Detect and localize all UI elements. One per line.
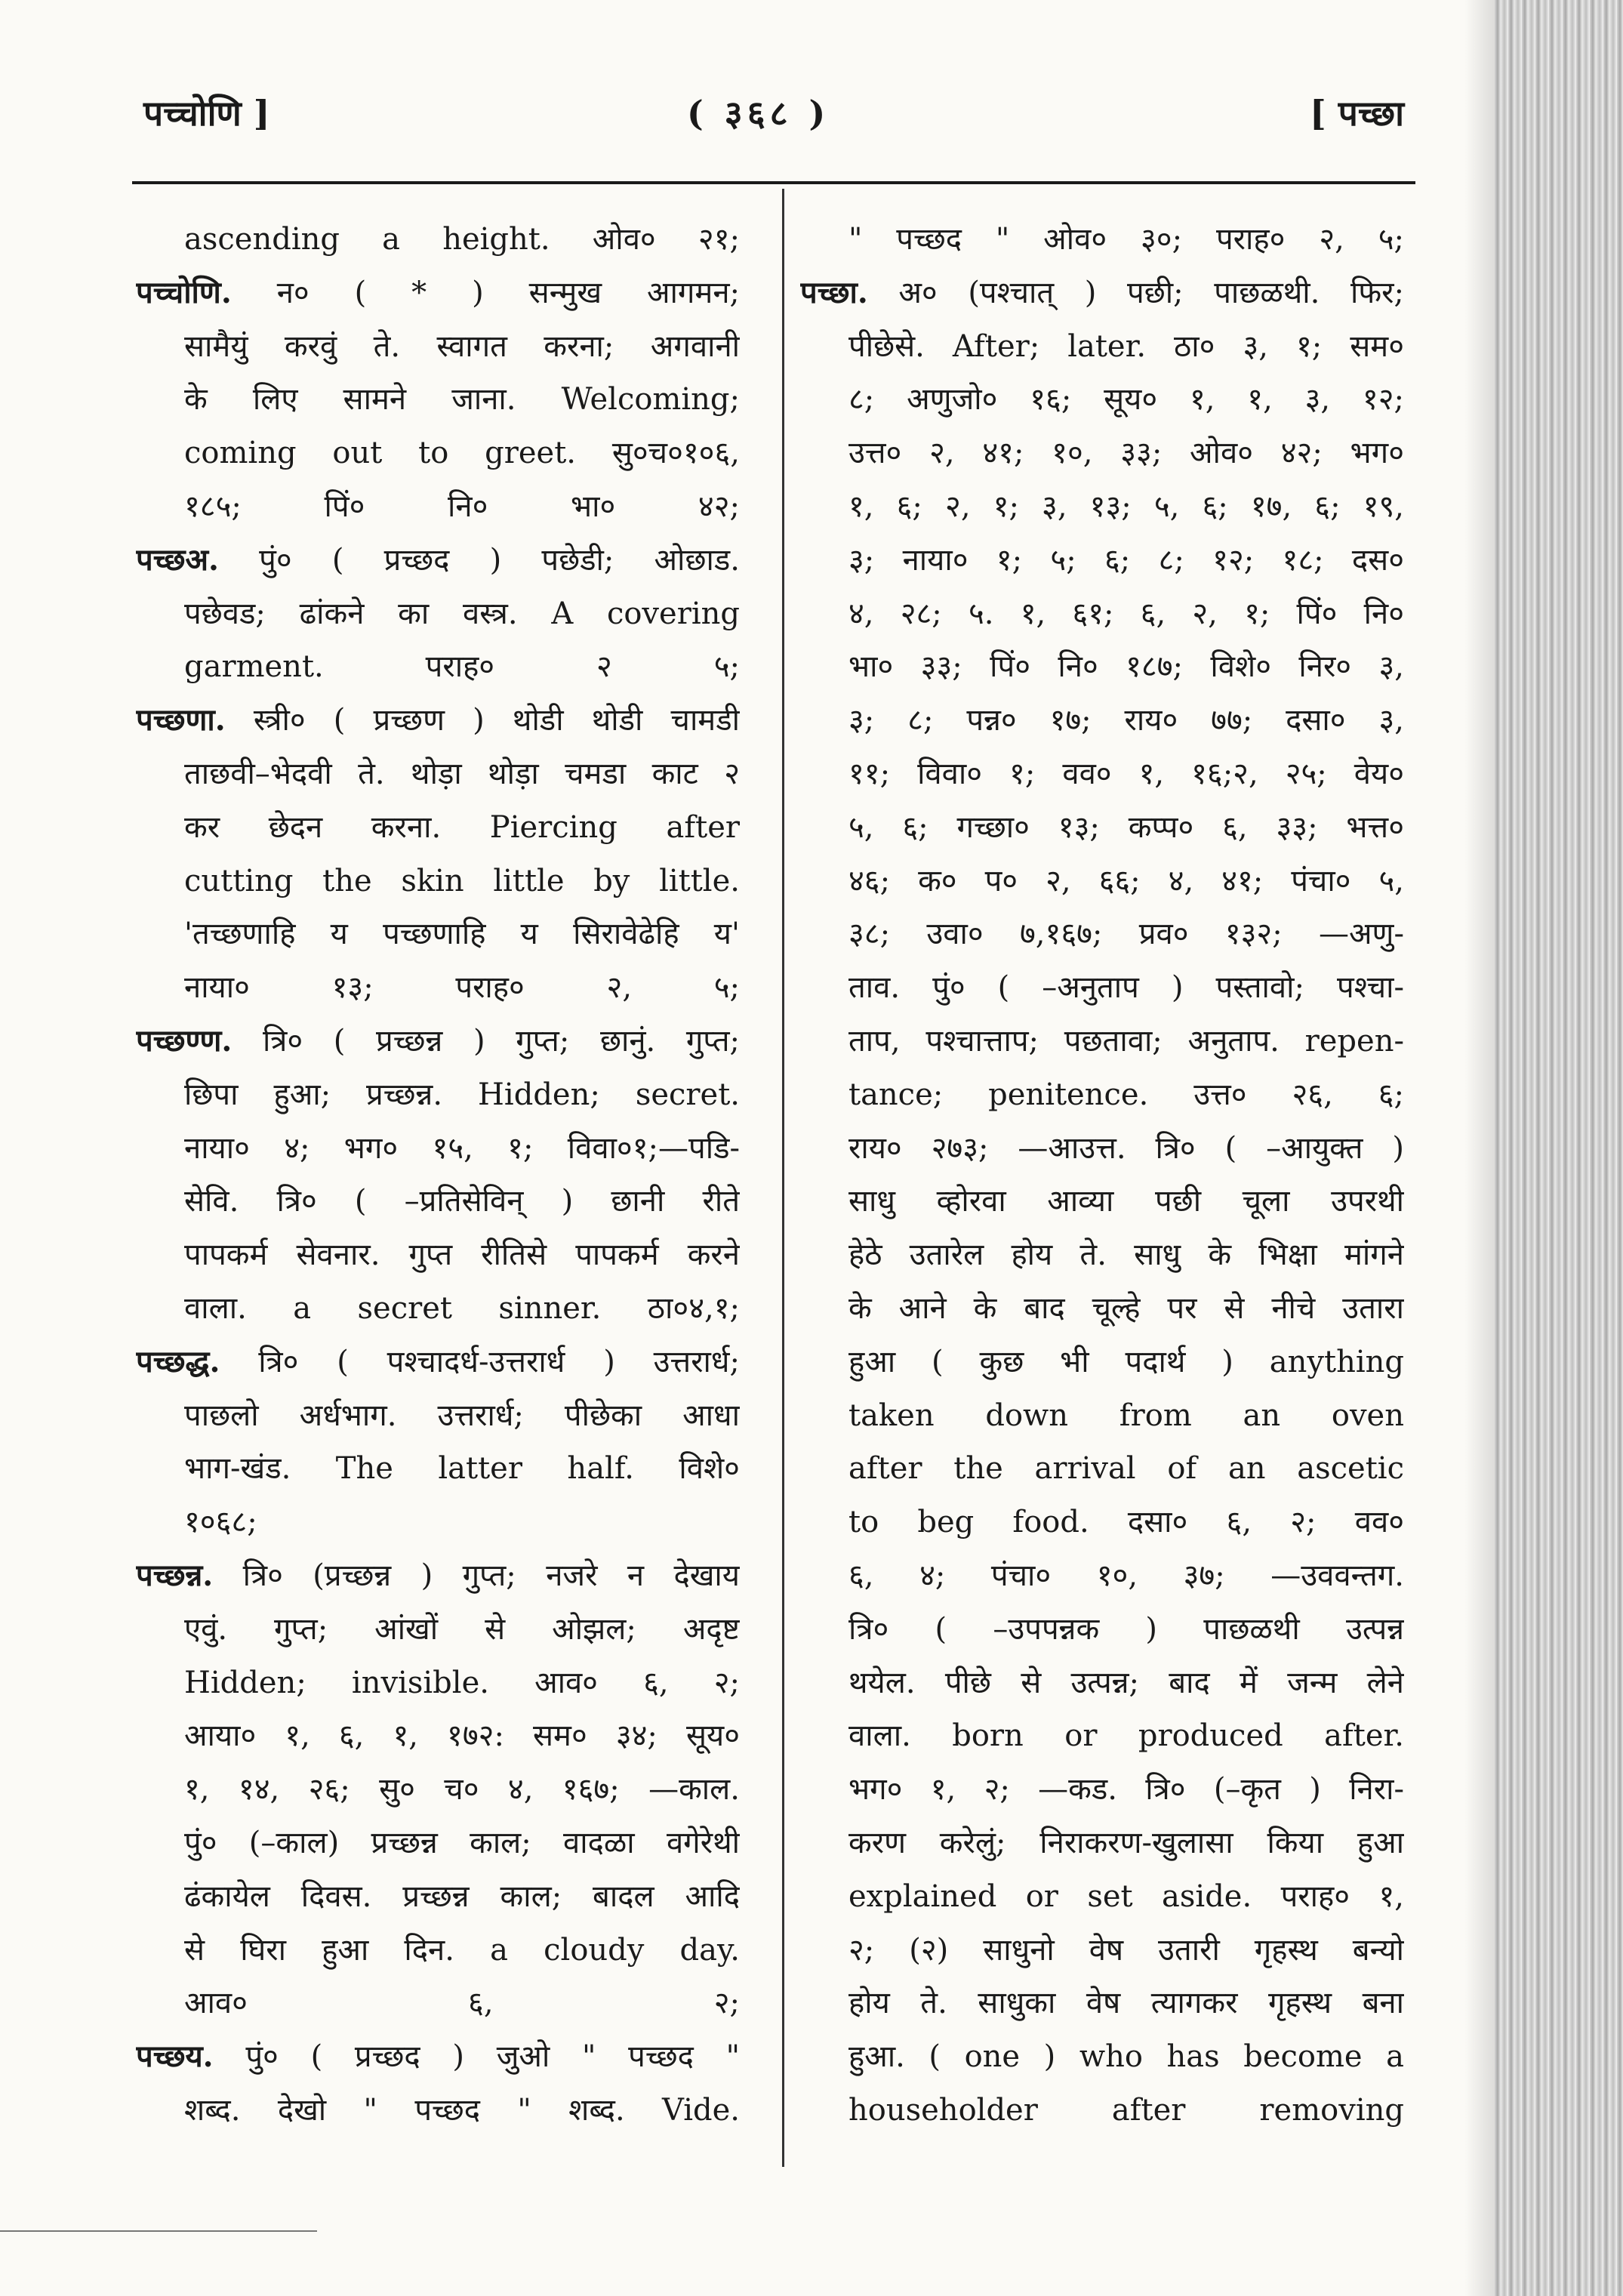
dictionary-line: ascending a height. ओव० २१;: [184, 222, 740, 257]
dictionary-line: हुआ ( कुछ भी पदार्थ ) anything: [848, 1344, 1404, 1379]
column-divider: [782, 189, 784, 2167]
dictionary-line: to beg food. दसा० ६, २; वव०: [848, 1505, 1404, 1540]
dictionary-line: पच्छणा. स्त्री० ( प्रच्छण ) थोडी थोडी चामडी: [136, 702, 740, 738]
dictionary-line: सेवि. त्रि० ( –प्रतिसेविन् ) छानी रीते: [184, 1184, 740, 1219]
dictionary-line: भा० ३३; पिं० नि० १८७; विशे० निर० ३,: [848, 649, 1404, 685]
headword: पच्छय.: [136, 2039, 214, 2075]
dictionary-line: 'तच्छणाहि य पच्छणाहि य सिरावेढेहि य': [184, 917, 740, 952]
dictionary-line: ६, ४; पंचा० १०, ३७; —उववन्तग.: [848, 1558, 1404, 1593]
dictionary-line: ३; नाया० १; ५; ६; ८; १२; १८; दस०: [848, 542, 1404, 578]
dictionary-line: पच्छय. पुं० ( प्रच्छद ) जुओ " पच्छद ": [136, 2039, 740, 2075]
dictionary-line: पच्छन्न. त्रि० (प्रच्छन्न ) गुप्त; नजरे न देखाय: [136, 1557, 740, 1593]
header-right-guideword: [ पच्छा: [1310, 93, 1404, 134]
dictionary-line: पच्छण्ण. त्रि० ( प्रच्छन्न ) गुप्त; छानुं. गुप्त;: [136, 1022, 740, 1059]
dictionary-line: ५, ६; गच्छा० १३; कप्प० ६, ३३; भत्त०: [848, 809, 1404, 845]
dictionary-line: explained or set aside. पराह० १,: [848, 1878, 1404, 1914]
headword: पच्चोणि.: [136, 274, 232, 310]
headword: पच्छअ.: [136, 541, 219, 578]
dictionary-line: garment. पराह० २ ५;: [184, 649, 740, 685]
dictionary-line: ढंकायेल दिवस. प्रच्छन्न काल; बादल आदि: [184, 1878, 740, 1914]
dictionary-line: ११; विवा० १; वव० १, १६;२, २५; वेय०: [848, 756, 1404, 791]
dictionary-line: tance; penitence. उत्त० २६, ६;: [848, 1077, 1404, 1112]
dictionary-line: पछेवड; ढांकने का वस्त्र. A covering: [184, 596, 740, 631]
dictionary-line: Hidden; invisible. आव० ६, २;: [184, 1665, 740, 1700]
dictionary-line: ताछवी–भेदवी ते. थोड़ा थोड़ा चमडा काट २: [184, 756, 740, 791]
dictionary-line: नाया० ४; भग० १५, १; विवा०१;—पडि-: [184, 1130, 740, 1166]
dictionary-line: आया० १, ६, १, १७२: सम० ३४; सूय०: [184, 1718, 740, 1754]
dictionary-line: ताप, पश्चात्ताप; पछतावा; अनुताप. repen-: [848, 1023, 1404, 1059]
dictionary-line: after the arrival of an ascetic: [848, 1451, 1404, 1487]
dictionary-line: householder after removing: [848, 2092, 1404, 2128]
dictionary-line: साधु व्होरवा आव्या पछी चूला उपरथी: [848, 1184, 1404, 1219]
dictionary-line: कर छेदन करना. Piercing after: [184, 809, 740, 845]
dictionary-line: पच्छा. अ० (पश्चात् ) पछी; पाछळथी. फिर;: [800, 274, 1404, 310]
dictionary-line: पाछलो अर्धभाग. उत्तरार्ध; पीछेका आधा: [184, 1398, 740, 1433]
dictionary-line: से घिरा हुआ दिन. a cloudy day.: [184, 1932, 740, 1968]
dictionary-line: coming out to greet. सु०च०१०६,: [184, 436, 740, 471]
headword: पच्छन्न.: [136, 1557, 214, 1593]
dictionary-line: के आने के बाद चूल्हे पर से नीचे उतारा: [848, 1290, 1404, 1326]
dictionary-line: त्रि० ( –उपपन्नक ) पाछळथी उत्पन्न: [848, 1611, 1404, 1647]
dictionary-line: ८; अणुजो० १६; सूय० १, १, ३, १२;: [848, 382, 1404, 418]
dictionary-line: नाया० १३; पराह० २, ५;: [184, 970, 740, 1006]
headword: पच्छा.: [800, 274, 868, 310]
left-column: [136, 213, 740, 2137]
dictionary-line: taken down from an oven: [848, 1398, 1404, 1433]
dictionary-line: पीछेसे. After; later. ठा० ३, १; सम०: [848, 328, 1404, 364]
dictionary-line: हेठे उतारेल होय ते. साधु के भिक्षा मांगने: [848, 1237, 1404, 1273]
dictionary-line: ४६; क० प० २, ६६; ४, ४१; पंचा० ५,: [848, 863, 1404, 898]
dictionary-line: पच्चोणि. न० ( * ) सन्मुख आगमन;: [136, 274, 740, 310]
dictionary-line: cutting the skin little by little.: [184, 863, 740, 898]
dictionary-line: पुं० (–काल) प्रच्छन्न काल; वादळा वगेरेथी: [184, 1825, 740, 1860]
dictionary-line: राय० २७३; —आउत्त. त्रि० ( –आयुक्त ): [848, 1130, 1404, 1166]
dictionary-line: १, ६; २, १; ३, १३; ५, ६; १७, ६; १९,: [848, 488, 1404, 524]
dictionary-line: शब्द. देखो " पच्छद " शब्द. Vide.: [184, 2092, 740, 2128]
dictionary-line: वाला. a secret sinner. ठा०४,१;: [184, 1290, 740, 1326]
right-column: [800, 213, 1404, 2137]
dictionary-line: " पच्छद " ओव० ३०; पराह० २, ५;: [848, 222, 1404, 257]
running-header: [143, 89, 1404, 149]
dictionary-line: पापकर्म सेवनार. गुप्त रीतिसे पापकर्म करने: [184, 1237, 740, 1273]
dictionary-line: १०६८;: [184, 1505, 257, 1540]
dictionary-line: छिपा हुआ; प्रच्छन्न. Hidden; secret.: [184, 1077, 740, 1112]
dictionary-line: १, १४, २६; सु० च० ४, १६७; —काल.: [184, 1772, 740, 1808]
dictionary-line: पच्छअ. पुं० ( प्रच्छद ) पछेडी; ओछाड.: [136, 541, 740, 578]
dictionary-line: हुआ. ( one ) who has become a: [848, 2039, 1404, 2075]
dictionary-line: २; (२) साधुनो वेष उतारी गृहस्थ बन्यो: [848, 1932, 1404, 1968]
footer-rule: [0, 2230, 317, 2232]
dictionary-line: ३८; उवा० ७,१६७; प्रव० १३२; —अणु-: [848, 917, 1404, 952]
dictionary-line: होय ते. साधुका वेष त्यागकर गृहस्थ बना: [848, 1986, 1404, 2021]
dictionary-line: भग० १, २; —कड. त्रि० (–कृत ) निरा-: [848, 1772, 1404, 1808]
headword: पच्छणा.: [136, 702, 226, 738]
dictionary-line: ४, २८; ५. १, ६१; ६, २, १; पिं० नि०: [848, 596, 1404, 631]
header-left-guideword: पच्चोणि ]: [143, 93, 270, 134]
page-number: ( ३६८ ): [687, 93, 830, 134]
dictionary-line: सामैयुं करवुं ते. स्वागत करना; अगवानी: [184, 328, 740, 364]
dictionary-line: ३; ८; पन्न० १७; राय० ७७; दसा० ३,: [848, 703, 1404, 738]
dictionary-line: भाग-खंड. The latter half. विशे०: [184, 1451, 740, 1487]
dictionary-line: १८५; पिं० नि० भा० ४२;: [184, 488, 740, 524]
dictionary-line: आव० ६, २;: [184, 1986, 740, 2021]
dictionary-line: ताव. पुं० ( –अनुताप ) पस्तावो; पश्चा-: [848, 970, 1404, 1006]
dictionary-line: उत्त० २, ४१; १०, ३३; ओव० ४२; भग०: [848, 436, 1404, 471]
dictionary-line: के लिए सामने जाना. Welcoming;: [184, 382, 740, 418]
dictionary-line: एवुं. गुप्त; आंखों से ओझल; अदृष्ट: [184, 1611, 740, 1647]
headword: पच्छद्ध.: [136, 1343, 220, 1379]
dictionary-line: थयेल. पीछे से उत्पन्न; बाद में जन्म लेने: [848, 1665, 1404, 1700]
dictionary-line: पच्छद्ध. त्रि० ( पश्चादर्ध-उत्तरार्ध ) उत्तरार्ध;: [136, 1343, 740, 1379]
dictionary-line: वाला. born or produced after.: [848, 1718, 1404, 1754]
header-rule: [132, 181, 1415, 184]
page-edge-shadow: [1495, 0, 1623, 2296]
headword: पच्छण्ण.: [136, 1022, 233, 1059]
dictionary-line: करण करेलुं; निराकरण-खुलासा किया हुआ: [848, 1825, 1404, 1860]
